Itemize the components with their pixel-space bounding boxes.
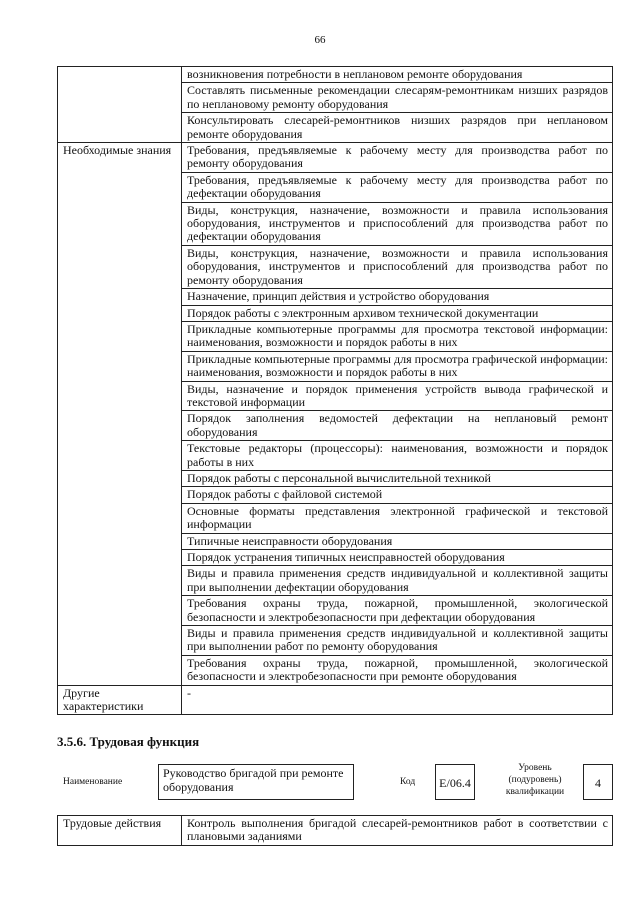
row-text: Виды, конструкция, назначение, возможности и правила использования оборудования, инструментов и приспособлений для производства работ по ремонту оборудования: [182, 245, 613, 288]
row-text: Порядок работы с электронным архивом технической документации: [182, 305, 613, 321]
row-text: Требования охраны труда, пожарной, промышленной, экологической безопасности и электробезопасности при дефектации оборудования: [182, 596, 613, 626]
actions-table: [57, 815, 613, 846]
table-row: [58, 816, 613, 846]
table-row: [58, 67, 613, 83]
row-text: Назначение, принцип действия и устройство оборудования: [182, 289, 613, 305]
section-title: 3.5.6. Трудовая функция: [57, 734, 200, 749]
row-text: Типичные неисправности оборудования: [182, 533, 613, 549]
actions-text: Контроль выполнения бригадой слесарей-ремонтников работ в соответствии с плановыми заданиями: [182, 816, 613, 846]
table-row: [58, 143, 613, 173]
name-label: Наименование: [63, 777, 123, 787]
row-text: Виды и правила применения средств индивидуальной и коллективной защиты при выполнении дефектации оборудования: [182, 566, 613, 596]
row-text: Виды, назначение и порядок применения устройств вывода графической и текстовой информации: [182, 381, 613, 411]
row-text: Виды, конструкция, назначение, возможности и правила использования оборудования, инструментов и приспособлений для производства работ по дефектации оборудования: [182, 202, 613, 245]
actions-label: Трудовые действия: [58, 816, 182, 846]
function-header: [57, 762, 613, 806]
row-text: Составлять письменные рекомендации слесарям-ремонтникам низших разрядов по неплановому ремонту оборудования: [182, 83, 613, 113]
competency-table: [57, 66, 613, 715]
table-row: [58, 685, 613, 715]
name-value: Руководство бригадой при ремонте оборудования: [158, 764, 354, 800]
row-text: возникновения потребности в неплановом ремонте оборудования: [182, 67, 613, 83]
row-text: Порядок работы с файловой системой: [182, 487, 613, 503]
row-text: Основные форматы представления электронной графической и текстовой информации: [182, 503, 613, 533]
row-text: Порядок работы с персональной вычислительной техникой: [182, 470, 613, 486]
level-value: 4: [583, 764, 613, 800]
row-text: Порядок заполнения ведомостей дефектации на неплановый ремонт оборудования: [182, 411, 613, 441]
row-text: Прикладные компьютерные программы для просмотра текстовой информации: наименования, возможности и порядок работы в них: [182, 321, 613, 351]
row-text: -: [182, 685, 613, 715]
row-text: Требования, предъявляемые к рабочему месту для производства работ по дефектации оборудования: [182, 172, 613, 202]
row-text: Виды и правила применения средств индивидуальной и коллективной защиты при выполнении работ по ремонту оборудования: [182, 626, 613, 656]
row-text: Консультировать слесарей-ремонтников низших разрядов при неплановом ремонте оборудования: [182, 113, 613, 143]
row-label: [58, 67, 182, 143]
row-text: Прикладные компьютерные программы для просмотра графической информации: наименования, возможности и порядок работы в них: [182, 351, 613, 381]
row-label: Другие характеристики: [58, 685, 182, 715]
row-label: Необходимые знания: [58, 143, 182, 686]
code-value: E/06.4: [435, 764, 475, 800]
row-text: Порядок устранения типичных неисправностей оборудования: [182, 550, 613, 566]
page-number: 66: [314, 34, 326, 46]
row-text: Требования охраны труда, пожарной, промышленной, экологической безопасности и электробезопасности при ремонте оборудования: [182, 655, 613, 685]
level-label: Уровень (подуровень) квалификации: [505, 763, 565, 797]
code-label: Код: [400, 777, 416, 787]
row-text: Требования, предъявляемые к рабочему месту для производства работ по ремонту оборудования: [182, 143, 613, 173]
row-text: Текстовые редакторы (процессоры): наименования, возможности и порядок работы в них: [182, 441, 613, 471]
